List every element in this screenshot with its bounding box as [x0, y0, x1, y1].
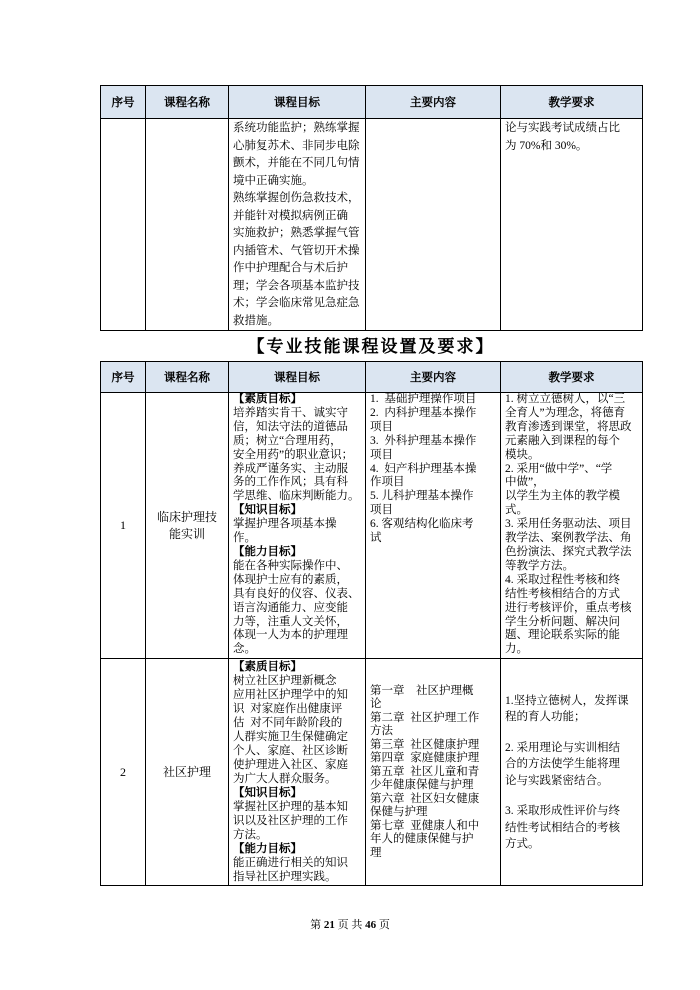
- header-main-content: 主要内容: [366, 362, 501, 393]
- content-line: 第五章 社区儿童和青: [370, 765, 480, 778]
- goal-line: 语言沟通能力、应变能: [233, 601, 348, 614]
- content-line: 4. 妇产科护理基本操: [370, 462, 477, 475]
- goal-line: 境中正确实施。: [233, 174, 314, 187]
- goal-section-heading: 【知识目标】: [233, 787, 302, 799]
- header-course-goals: 课程目标: [229, 362, 366, 393]
- goal-line: 识以及社区护理的工作: [233, 815, 348, 827]
- goal-line: 体现一人为本的护理理: [233, 629, 348, 642]
- content-line: 第四章 家庭健康护理: [370, 752, 480, 765]
- goal-line: 指导社区护理实践。: [233, 871, 337, 883]
- page-footer: [0, 917, 700, 933]
- footer-label-before: 第: [310, 919, 322, 931]
- requirement-line: 4. 采取过程性考核和终: [505, 573, 620, 586]
- requirement-line: 式。: [505, 504, 528, 517]
- content-line: 保健与护理: [370, 806, 428, 819]
- cell-number: [101, 119, 146, 331]
- goal-line: 力等，注重人文关怀，: [233, 615, 348, 628]
- goal-line: 掌握社区护理的基本知: [233, 801, 348, 813]
- goal-line: 应用社区护理学中的知: [233, 689, 348, 701]
- goal-line: 信，知法守法的道德品: [233, 420, 348, 433]
- requirement-line: 模块。: [505, 448, 540, 461]
- goal-line: 个人、家庭、社区诊断: [233, 745, 348, 757]
- goal-section: [233, 842, 361, 884]
- requirement-line: 以学生为主体的教学模: [505, 490, 620, 503]
- paragraph: [505, 120, 638, 155]
- header-number: 序号: [101, 86, 146, 119]
- cell-requirements: [501, 659, 643, 886]
- goals-text: [233, 119, 361, 330]
- paragraph: [505, 463, 638, 519]
- total-page-count: 46: [365, 919, 377, 931]
- goal-line: 内插管术、气管切开术操: [233, 244, 360, 257]
- requirement-line: 论与实践考试成绩占比: [505, 122, 620, 134]
- content-line: 1. 基础护理操作项目: [370, 393, 477, 405]
- cell-requirements: [501, 119, 643, 331]
- content-line: 年人的健康保健与护: [370, 833, 474, 846]
- content-line: 第一章 社区护理概: [370, 684, 474, 697]
- header-teaching-requirements: 教学要求: [501, 86, 643, 119]
- cell-content: [366, 659, 501, 886]
- requirement-line: 学生分析问题、解决问: [505, 615, 620, 628]
- table-row: [101, 659, 643, 886]
- header-course-goals: 课程目标: [229, 86, 366, 119]
- goals-text: [233, 393, 361, 657]
- content-line: 项目: [370, 420, 393, 433]
- goal-line: 系统功能监护；熟练掌握: [233, 122, 360, 134]
- goal-line: 质；树立“合理用药，: [233, 434, 342, 447]
- table-row: [101, 393, 643, 659]
- course-name: 临床护理技能实训: [156, 509, 217, 541]
- requirement-line: 为 70%和 30%。: [505, 139, 588, 152]
- section-title: 【专业技能课程设置及要求】: [247, 337, 495, 357]
- goal-line: 养成严谨务实、主动服: [233, 462, 348, 475]
- requirement-line: 1. 树立立德树人，以“三: [505, 393, 626, 405]
- cell-number: 2: [101, 659, 146, 886]
- header-number: 序号: [101, 362, 146, 393]
- cell-goals: [229, 659, 366, 886]
- goal-line: 使护理进入社区、家庭: [233, 759, 348, 771]
- paragraph: [233, 120, 361, 190]
- paragraph: [505, 803, 638, 853]
- cell-goals: [229, 119, 366, 331]
- requirement-line: 结性考核相结合的方式: [505, 587, 620, 600]
- cell-requirements: [501, 393, 643, 659]
- cell-content: [366, 119, 501, 331]
- cell-content: [366, 393, 501, 659]
- goal-section: [233, 546, 361, 657]
- goal-line: 务的工作作风；具有科: [233, 476, 348, 489]
- paragraph: [505, 393, 638, 463]
- requirement-line: 教学法、案例教学法、角: [505, 532, 632, 545]
- goal-line: 培养踏实肯干、诚实守: [233, 406, 348, 419]
- content-line: 理: [370, 846, 382, 859]
- requirement-line: 题、理论联系实际的能: [505, 629, 620, 642]
- content-line: 方法: [370, 725, 393, 738]
- paragraph: [233, 190, 361, 330]
- content-line: 第七章 亚健康人和中: [370, 819, 480, 832]
- header-teaching-requirements: 教学要求: [501, 362, 643, 393]
- content-line: 作项目: [370, 476, 405, 489]
- goal-line: 方法。: [233, 829, 268, 841]
- table-header-row: [101, 86, 643, 119]
- goal-line: 树立社区护理新概念: [233, 675, 337, 687]
- table-header-row: [101, 362, 643, 393]
- goal-section-heading: 【素质目标】: [233, 661, 302, 673]
- goal-line: 颤术，并能在不同几句情: [233, 157, 360, 169]
- cell-course-name: [146, 119, 229, 331]
- requirements-text: [505, 692, 638, 853]
- paragraph: [505, 574, 638, 657]
- goal-line: 安全用药”的职业意识；: [233, 448, 354, 461]
- content-line: 项目: [370, 504, 393, 517]
- requirement-line: 结性考试相结合的考核: [505, 821, 620, 834]
- goal-line: 人群实施卫生保健确定: [233, 731, 348, 743]
- cell-number: 1: [101, 393, 146, 659]
- goal-section: [233, 660, 361, 786]
- content-line: 5. 儿科护理基本操作: [370, 490, 474, 503]
- goal-line: 体现护士应有的素质，: [233, 573, 348, 586]
- requirement-line: 合的方法使学生能将理: [505, 758, 620, 770]
- goal-line: 为广大人群众服务。: [233, 773, 337, 785]
- goal-section: [233, 504, 361, 546]
- goal-line: 救措施。: [233, 314, 279, 327]
- goal-section-heading: 【知识目标】: [233, 504, 302, 517]
- goal-line: 掌握护理各项基本操: [233, 518, 337, 531]
- requirements-text: [505, 393, 638, 657]
- paragraph: [505, 740, 638, 790]
- goal-line: 学思维、临床判断能力。: [233, 490, 360, 503]
- content-line: 3. 外科护理基本操作: [370, 434, 477, 447]
- content-text: [370, 393, 496, 546]
- goal-section: [233, 393, 361, 504]
- requirement-line: 等教学方法。: [505, 559, 574, 572]
- content-line: 2. 内科护理基本操作: [370, 406, 477, 419]
- requirement-line: 方式。: [505, 838, 540, 850]
- requirement-line: 色扮演法、探究式教学法: [505, 545, 632, 558]
- course-table-continued: [100, 85, 643, 331]
- requirement-line: 2. 采用“做中学”、“学: [505, 462, 613, 475]
- content-line: 第六章 社区妇女健康: [370, 792, 480, 805]
- goal-line: 作中护理配合与术后护: [233, 262, 348, 274]
- paragraph: [505, 518, 638, 574]
- content-text: [370, 684, 496, 861]
- goal-section: [233, 786, 361, 842]
- content-line: 6. 客观结构化临床考: [370, 518, 474, 531]
- goal-line: 熟练掌握创伤急救技术，: [233, 192, 360, 204]
- requirement-line: 力。: [505, 643, 528, 656]
- content-line: 第二章 社区护理工作: [370, 711, 480, 724]
- goal-section-heading: 【能力目标】: [233, 545, 302, 558]
- requirement-line: 1.坚持立德树人，发挥课: [505, 694, 629, 707]
- goal-line: 念。: [233, 643, 256, 656]
- goal-line: 理；学会各项基本监护技: [233, 279, 360, 292]
- requirement-line: 论与实践紧密结合。: [505, 774, 609, 787]
- requirement-line: 教育渗透到课堂，将思政: [505, 420, 632, 433]
- goal-section-heading: 【素质目标】: [233, 393, 302, 405]
- goal-line: 实施救护；熟悉掌握气管: [233, 227, 360, 239]
- content-line: 项目: [370, 448, 393, 461]
- requirement-line: 中做”，: [505, 476, 545, 489]
- requirement-line: 3. 采用任务驱动法、项目: [505, 518, 632, 531]
- cell-goals: [229, 393, 366, 659]
- goals-text: [233, 659, 361, 884]
- header-course-name: 课程名称: [146, 362, 229, 393]
- requirement-line: 全育人”为理念，将德育: [505, 406, 626, 419]
- goal-line: 术；学会临床常见急症急: [233, 297, 360, 309]
- goal-line: 识 对家庭作出健康评: [233, 703, 343, 715]
- header-main-content: 主要内容: [366, 86, 501, 119]
- goal-line: 心肺复苏术、非同步电除: [233, 139, 360, 152]
- requirement-line: 进行考核评价，重点考核: [505, 601, 632, 614]
- footer-label-mid: 页 共: [337, 919, 363, 931]
- content-line: 第三章 社区健康护理: [370, 738, 480, 751]
- current-page-number: 21: [323, 919, 335, 931]
- goal-line: 估 对不同年龄阶段的: [233, 717, 343, 729]
- paragraph: [505, 693, 638, 726]
- requirement-line: 程的育人功能；: [505, 711, 586, 723]
- goal-line: 作。: [233, 532, 256, 545]
- header-course-name: 课程名称: [146, 86, 229, 119]
- goal-line: 能正确进行相关的知识: [233, 857, 348, 869]
- requirements-text: [505, 119, 638, 155]
- content-line: 论: [370, 698, 382, 711]
- goal-section-heading: 【能力目标】: [233, 843, 302, 855]
- goal-line: 能在各种实际操作中、: [233, 559, 348, 572]
- requirement-line: 2. 采用理论与实训相结: [505, 741, 620, 754]
- content-line: 少年健康保健与护理: [370, 779, 474, 792]
- goal-line: 具有良好的仪容、仪表、: [233, 587, 360, 600]
- requirement-line: 元素融入到课程的每个: [505, 434, 620, 447]
- course-name: 社区护理: [162, 764, 211, 779]
- goal-line: 并能针对模拟病例正确: [233, 209, 348, 222]
- requirement-line: 3. 采取形成性评价与终: [505, 805, 620, 817]
- content-line: 试: [370, 532, 382, 545]
- cell-course-name: [146, 659, 229, 886]
- table-row: [101, 119, 643, 331]
- skills-course-table: [100, 361, 643, 886]
- footer-label-after: 页: [378, 919, 390, 931]
- cell-course-name: [146, 393, 229, 659]
